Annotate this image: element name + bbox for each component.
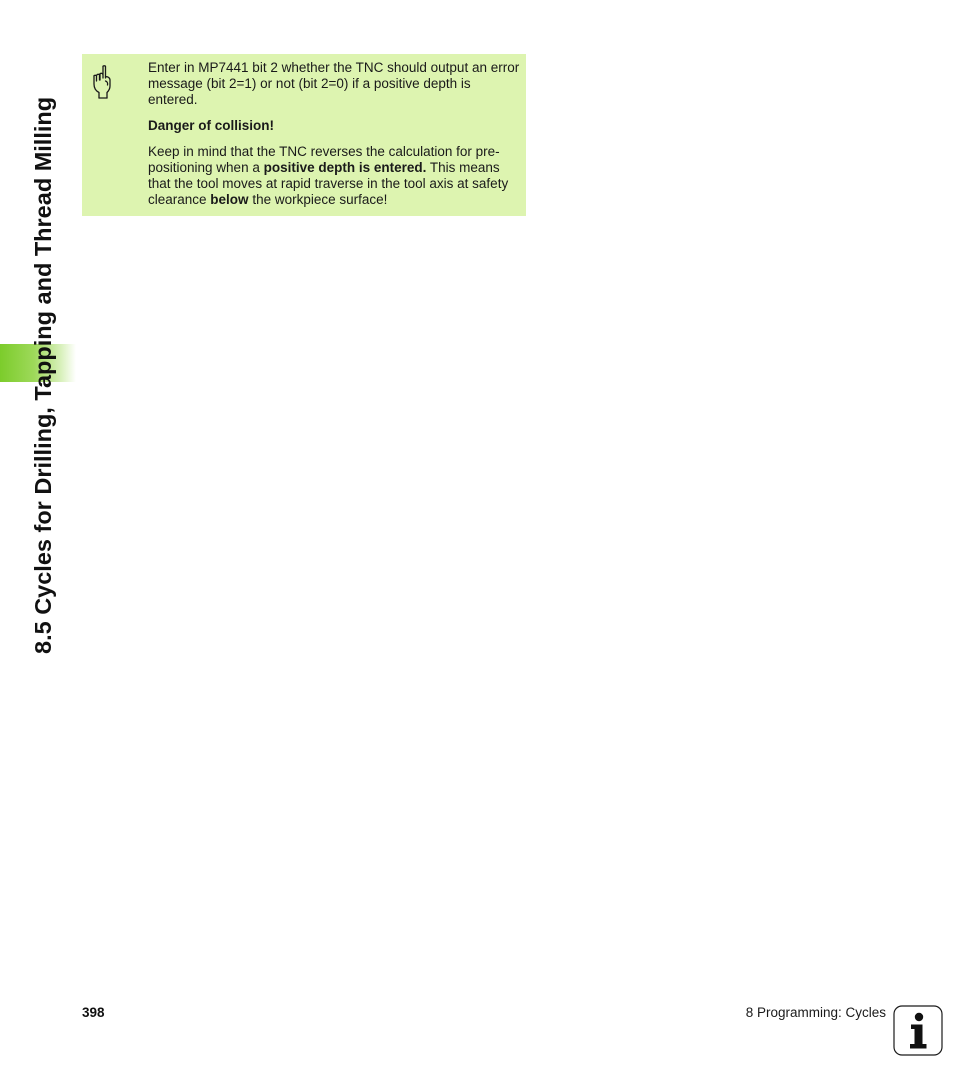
note-paragraph-collision bbox=[148, 144, 520, 208]
note-paragraph-mp7441: Enter in MP7441 bit 2 whether the TNC should output an error message (bit 2=1) or not (bit 2=0) if a positive depth is entered. bbox=[148, 60, 520, 107]
collision-text-3: the workpiece surface! bbox=[248, 192, 388, 207]
collision-text-2: This means that the tool moves at rapid traverse in the tool axis at safety clearance bbox=[148, 160, 509, 207]
collision-bold-2: below bbox=[210, 192, 249, 207]
collision-text-1: Keep in mind that the TNC reverses the calculation for pre-positioning when a bbox=[148, 144, 500, 175]
danger-heading: Danger of collision! bbox=[148, 118, 275, 133]
chapter-label: 8 Programming: Cycles bbox=[745, 1005, 886, 1020]
note-heading-danger bbox=[148, 118, 520, 134]
collision-bold-1: positive depth is entered. bbox=[263, 160, 427, 175]
page-number: 398 bbox=[82, 1005, 105, 1020]
note-text bbox=[148, 60, 520, 218]
section-title: 8.5 Cycles for Drilling, Tapping and Thread Milling bbox=[30, 96, 56, 654]
pointing-hand-icon bbox=[89, 64, 115, 100]
info-icon bbox=[893, 1005, 943, 1056]
